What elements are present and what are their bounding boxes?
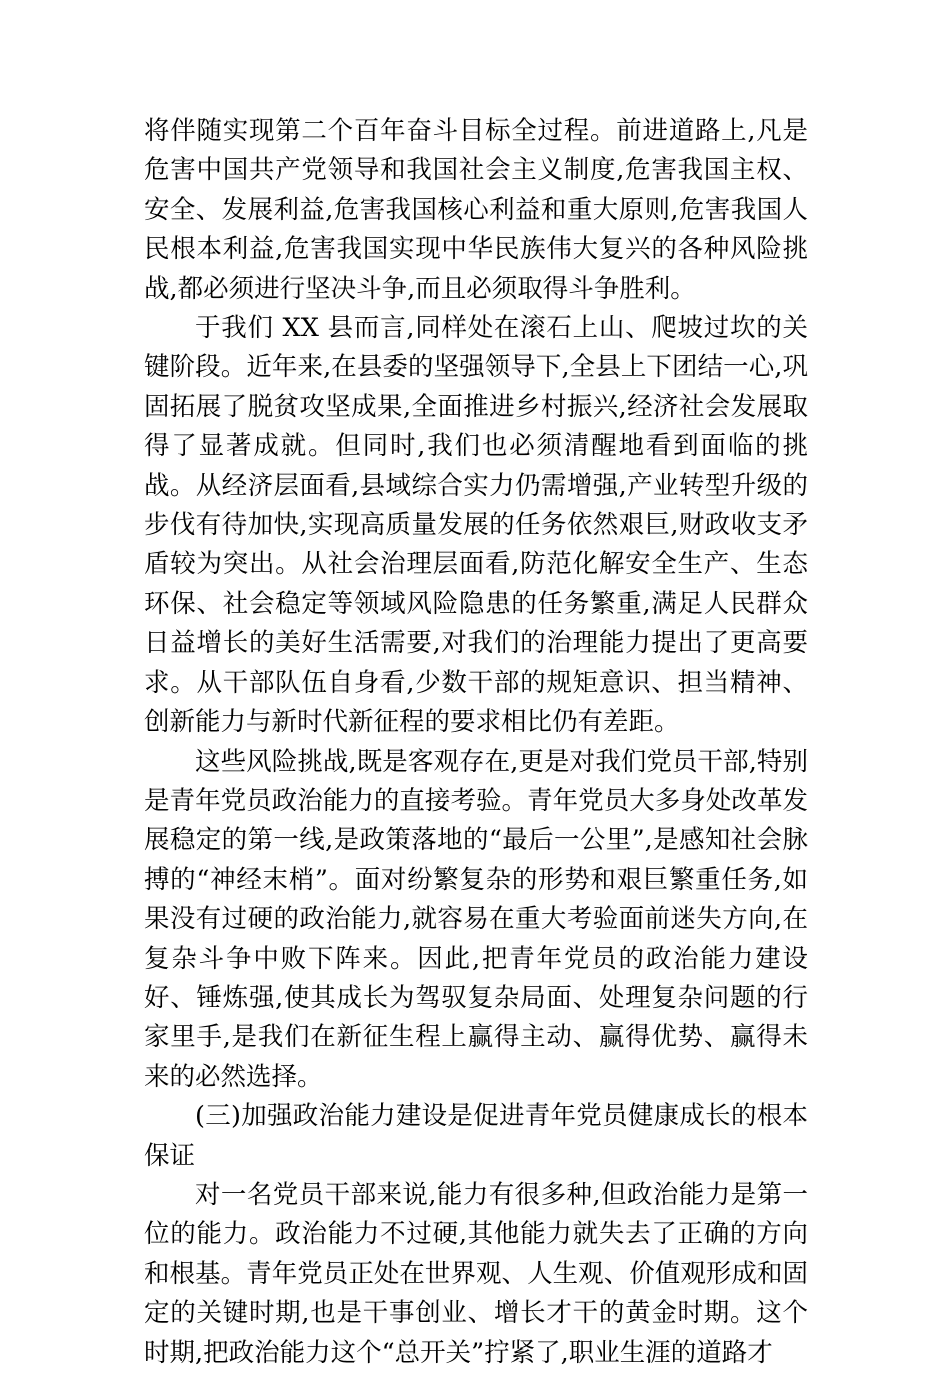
paragraph-county-challenges: 于我们 XX 县而言,同样处在滚石上山、爬坡过坎的关键阶段。近年来,在县委的坚强领导下,全县上下团结一心,巩固拓展了脱贫攻坚成果,全面推进乡村振兴,经济社会发展取得了显著成就。但同时,我们也必须清醒地看到面临的挑战。从经济层面看,县域综合实力仍需增强,产业转型升级的步伐有待加快,实现高质量发展的任务依然艰巨,财政收支矛盾较为突出。从社会治理层面看,防范化解安全生产、生态环保、社会稳定等领域风险隐患的任务繁重,满足人民群众日益增长的美好生活需要,对我们的治理能力提出了更高要求。从干部队伍自身看,少数干部的规矩意识、担当精神、创新能力与新时代新征程的要求相比仍有差距。 [144, 313, 808, 738]
paragraph-young-members-test: 这些风险挑战,既是客观存在,更是对我们党员干部,特别是青年党员政治能力的直接考验。青年党员大多身处改革发展稳定的第一线,是政策落地的“最后一公里”,是感知社会脉搏的“神经末梢”。面对纷繁复杂的形势和艰巨繁重任务,如果没有过硬的政治能力,就容易在重大考验面前迷失方向,在复杂斗争中败下阵来。因此,把青年党员的政治能力建设好、锤炼强,使其成长为驾驭复杂局面、处理复杂问题的行家里手,是我们在新征生程上赢得主动、赢得优势、赢得未来的必然选择。 [144, 746, 808, 1092]
document-page [144, 112, 808, 1373]
paragraph-political-capability: 对一名党员干部来说,能力有很多种,但政治能力是第一位的能力。政治能力不过硬,其他能力就失去了正确的方向和根基。青年党员正处在世界观、人生观、价值观形成和固定的关键时期,也是干事创业、增长才干的黄金时期。这个时期,把政治能力这个“总开关”拧紧了,职业生涯的道路才 [144, 1179, 808, 1368]
section-heading-3: (三)加强政治能力建设是促进青年党员健康成长的根本保证 [144, 1101, 808, 1171]
paragraph-risk-struggle: 将伴随实现第二个百年奋斗目标全过程。前进道路上,凡是危害中国共产党领导和我国社会主义制度,危害我国主权、安全、发展利益,危害我国核心利益和重大原则,危害我国人民根本利益,危害我国实现中华民族伟大复兴的各种风险挑战,都必须进行坚决斗争,而且必须取得斗争胜利。 [144, 116, 808, 304]
